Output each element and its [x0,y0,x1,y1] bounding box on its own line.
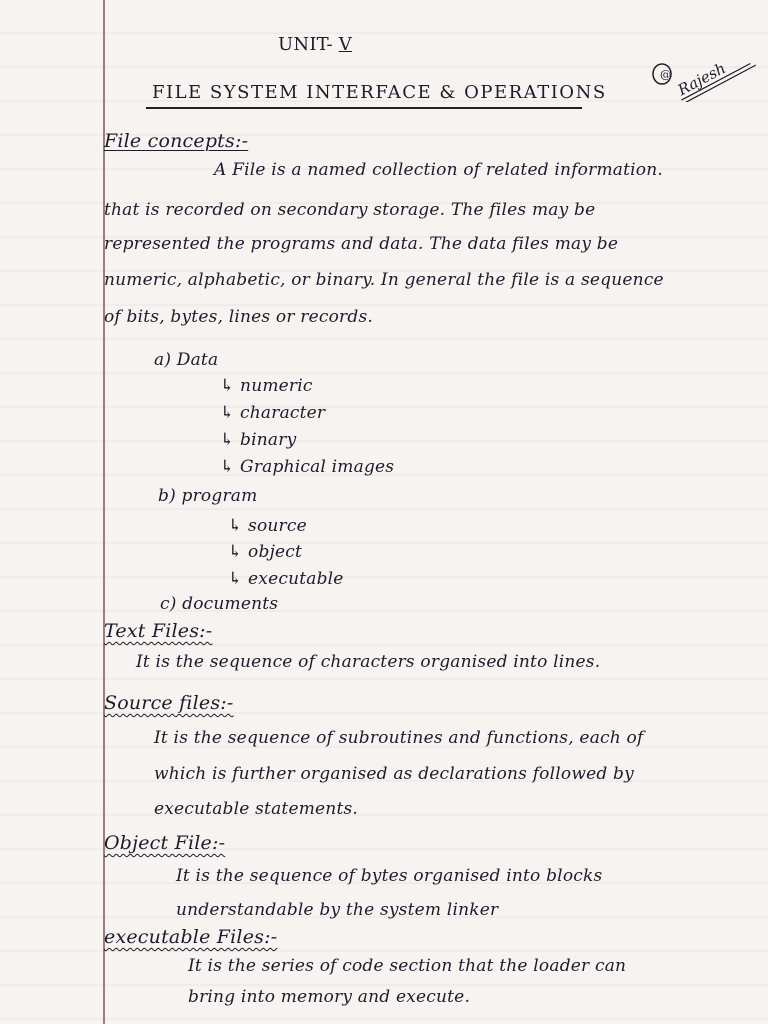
signature-glyph: @ [660,68,671,81]
title-underline [146,107,582,109]
text-files-line-1: It is the sequence of characters organised into lines. [136,652,601,672]
margin-line [103,0,105,1024]
list-a-item-3: ↳ binary [220,430,297,450]
text-files-heading: Text Files:- [104,620,213,642]
signature-text: Rajesh [674,59,729,100]
object-file-line-1: It is the sequence of bytes organised into blocks [176,866,603,886]
list-c-label: c) documents [160,594,279,614]
list-a-label: a) Data [154,350,219,370]
source-files-line-3: executable statements. [154,799,359,819]
list-b-item-1: ↳ source [228,516,307,536]
executable-files-line-1: It is the series of code section that the loader can [188,956,627,976]
source-files-line-2: which is further organised as declarations followed by [154,764,634,784]
signature-stamp [650,46,760,102]
list-b-label: b) program [158,486,258,506]
file-concepts-line-2: that is recorded on secondary storage. The files may be [104,200,596,220]
unit-label: UNIT- [278,34,333,55]
file-concepts-line-5: of bits, bytes, lines or records. [104,307,373,327]
source-files-heading: Source files:- [104,692,234,714]
file-concepts-heading: File concepts:- [104,130,249,152]
executable-files-heading: executable Files:- [104,926,278,948]
list-b-item-2: ↳ object [228,542,303,562]
list-b-item-3: ↳ executable [228,569,344,589]
object-file-heading: Object File:- [104,832,226,854]
list-a-item-4: ↳ Graphical images [220,457,395,477]
object-file-line-2: understandable by the system linker [176,900,499,920]
unit-number: V [338,34,352,55]
list-a-item-2: ↳ character [220,403,326,423]
unit-heading [278,34,352,55]
list-a-item-1: ↳ numeric [220,376,313,396]
source-files-line-1: It is the sequence of subroutines and functions, each of [154,728,644,748]
file-concepts-line-3: represented the programs and data. The data files may be [104,234,619,254]
page-title: FILE SYSTEM INTERFACE & OPERATIONS [152,82,607,103]
executable-files-line-2: bring into memory and execute. [188,987,471,1007]
file-concepts-line-4: numeric, alphabetic, or binary. In general the file is a sequence [104,270,664,290]
file-concepts-line-1: A File is a named collection of related information. [214,160,663,180]
